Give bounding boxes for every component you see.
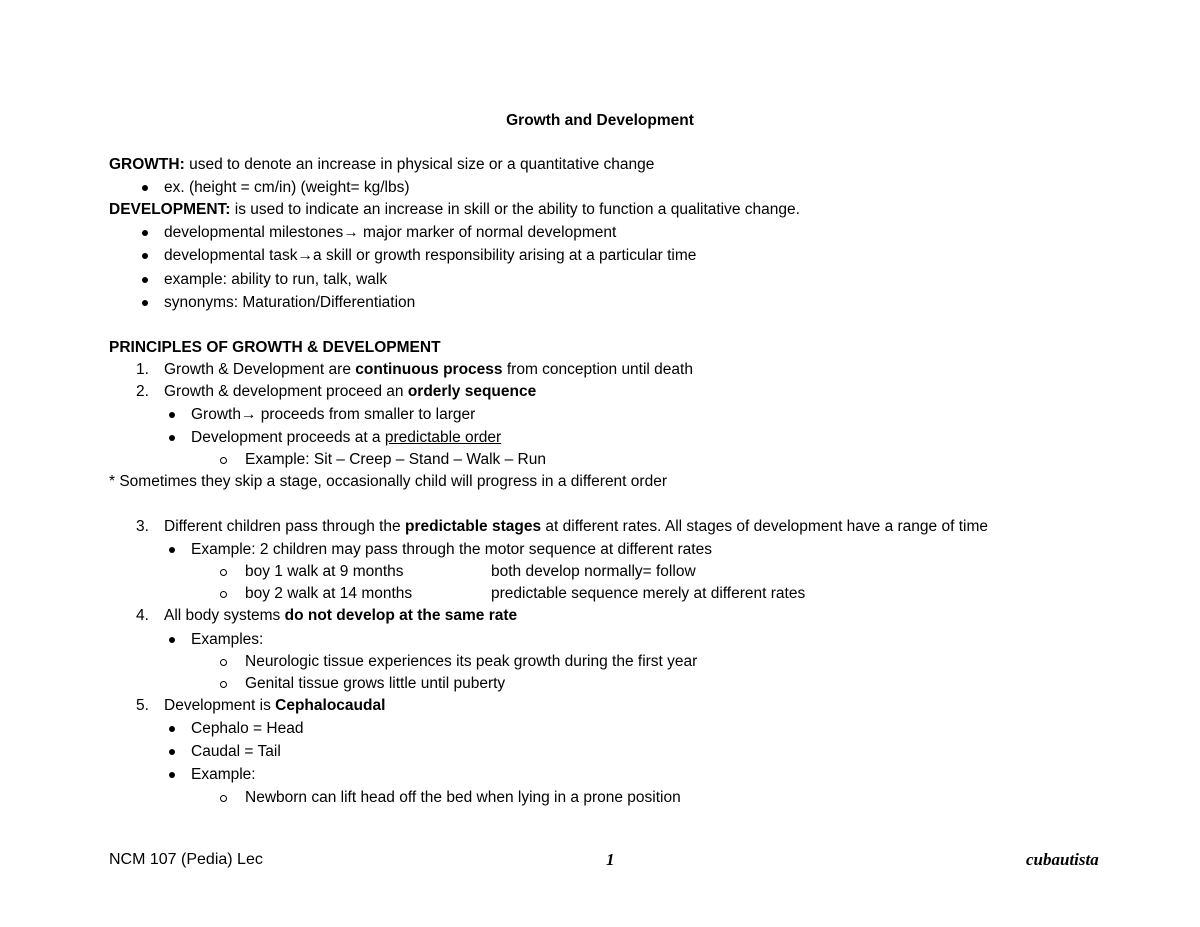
bullet-icon [142, 230, 148, 236]
footer-course: NCM 107 (Pedia) Lec [109, 851, 263, 868]
circle-bullet-icon [220, 569, 227, 576]
principle-3-sub-note: both develop normally= follow [491, 563, 696, 580]
principle-emphasis: continuous process [355, 361, 503, 378]
principle-text: Different children pass through the [164, 518, 405, 535]
development-text: is used to indicate an increase in skill or the ability to function a qualitative change. [230, 201, 800, 218]
bullet-text: Development proceeds at a [191, 429, 385, 446]
footer-author: cubautista [1026, 850, 1099, 869]
list-number: 5. [136, 697, 149, 714]
principle-text: Growth & Development are [164, 361, 356, 378]
principle-3-sub-note: predictable sequence merely at different rates [491, 585, 806, 602]
bullet-icon [169, 772, 175, 778]
principle-emphasis: do not develop at the same rate [284, 607, 518, 624]
circle-bullet-icon [220, 457, 227, 464]
principle-5-bullet: Cephalo = Head [191, 720, 304, 737]
principle-text: Growth & development proceed an [164, 383, 408, 400]
growth-label: GROWTH: [109, 156, 185, 173]
development-bullet: synonyms: Maturation/Differentiation [164, 294, 416, 311]
principle-2-bullet: Growth→ proceeds from smaller to larger [191, 406, 476, 423]
principle-3-sub: boy 2 walk at 14 months [245, 585, 413, 602]
bullet-icon [142, 185, 148, 191]
bullet-icon [169, 749, 175, 755]
bullet-icon [142, 253, 148, 259]
development-bullet: developmental task→a skill or growth responsibility arising at a particular time [164, 247, 697, 264]
principle-text: All body systems [164, 607, 285, 624]
principle-emphasis: predictable stages [404, 518, 542, 535]
underlined-text: predictable order [384, 429, 502, 446]
development-label: DEVELOPMENT: [109, 201, 231, 218]
bullet-icon [169, 726, 175, 732]
principle-2 [164, 382, 536, 402]
footer-page-number: 1 [606, 850, 615, 869]
principle-5-bullet: Example: [191, 766, 256, 783]
principle-emphasis: Cephalocaudal [275, 697, 386, 714]
circle-bullet-icon [220, 591, 227, 598]
bullet-icon [169, 412, 175, 418]
bullet-icon [169, 435, 175, 441]
principle-3-bullet: Example: 2 children may pass through the motor sequence at different rates [191, 541, 712, 558]
principle-text: from conception until death [502, 361, 693, 378]
development-definition [109, 200, 800, 220]
skip-stage-note: * Sometimes they skip a stage, occasionally child will progress in a different order [109, 473, 667, 490]
principles-heading: PRINCIPLES OF GROWTH & DEVELOPMENT [109, 339, 441, 356]
principle-text: at different rates. All stages of development have a range of time [541, 518, 988, 535]
growth-bullet: ex. (height = cm/in) (weight= kg/lbs) [164, 179, 410, 196]
list-number: 1. [136, 361, 149, 378]
principle-4 [164, 606, 517, 626]
list-number: 4. [136, 607, 149, 624]
principle-3-sub: boy 1 walk at 9 months [245, 563, 404, 580]
growth-text: used to denote an increase in physical size or a quantitative change [184, 156, 655, 173]
development-bullet: developmental milestones→ major marker of normal development [164, 224, 617, 241]
circle-bullet-icon [220, 795, 227, 802]
principle-2-sub: Example: Sit – Creep – Stand – Walk – Run [245, 451, 546, 468]
principle-4-sub: Genital tissue grows little until puberty [245, 675, 506, 692]
principle-4-sub: Neurologic tissue experiences its peak growth during the first year [245, 653, 698, 670]
principle-2-bullet [191, 428, 501, 448]
page-title: Growth and Development [506, 112, 694, 129]
principle-4-bullet: Examples: [191, 631, 264, 648]
principle-emphasis: orderly sequence [407, 383, 537, 400]
bullet-icon [169, 547, 175, 553]
list-number: 3. [136, 518, 149, 535]
circle-bullet-icon [220, 659, 227, 666]
bullet-icon [169, 637, 175, 643]
principle-1 [164, 360, 693, 380]
principle-5 [164, 696, 385, 716]
development-bullet: example: ability to run, talk, walk [164, 271, 388, 288]
bullet-icon [142, 300, 148, 306]
bullet-icon [142, 277, 148, 283]
list-number: 2. [136, 383, 149, 400]
principle-3 [164, 517, 988, 537]
growth-definition [109, 155, 654, 175]
principle-text: Development is [164, 697, 276, 714]
principle-5-sub: Newborn can lift head off the bed when lying in a prone position [245, 789, 681, 806]
principle-5-bullet: Caudal = Tail [191, 743, 281, 760]
circle-bullet-icon [220, 681, 227, 688]
